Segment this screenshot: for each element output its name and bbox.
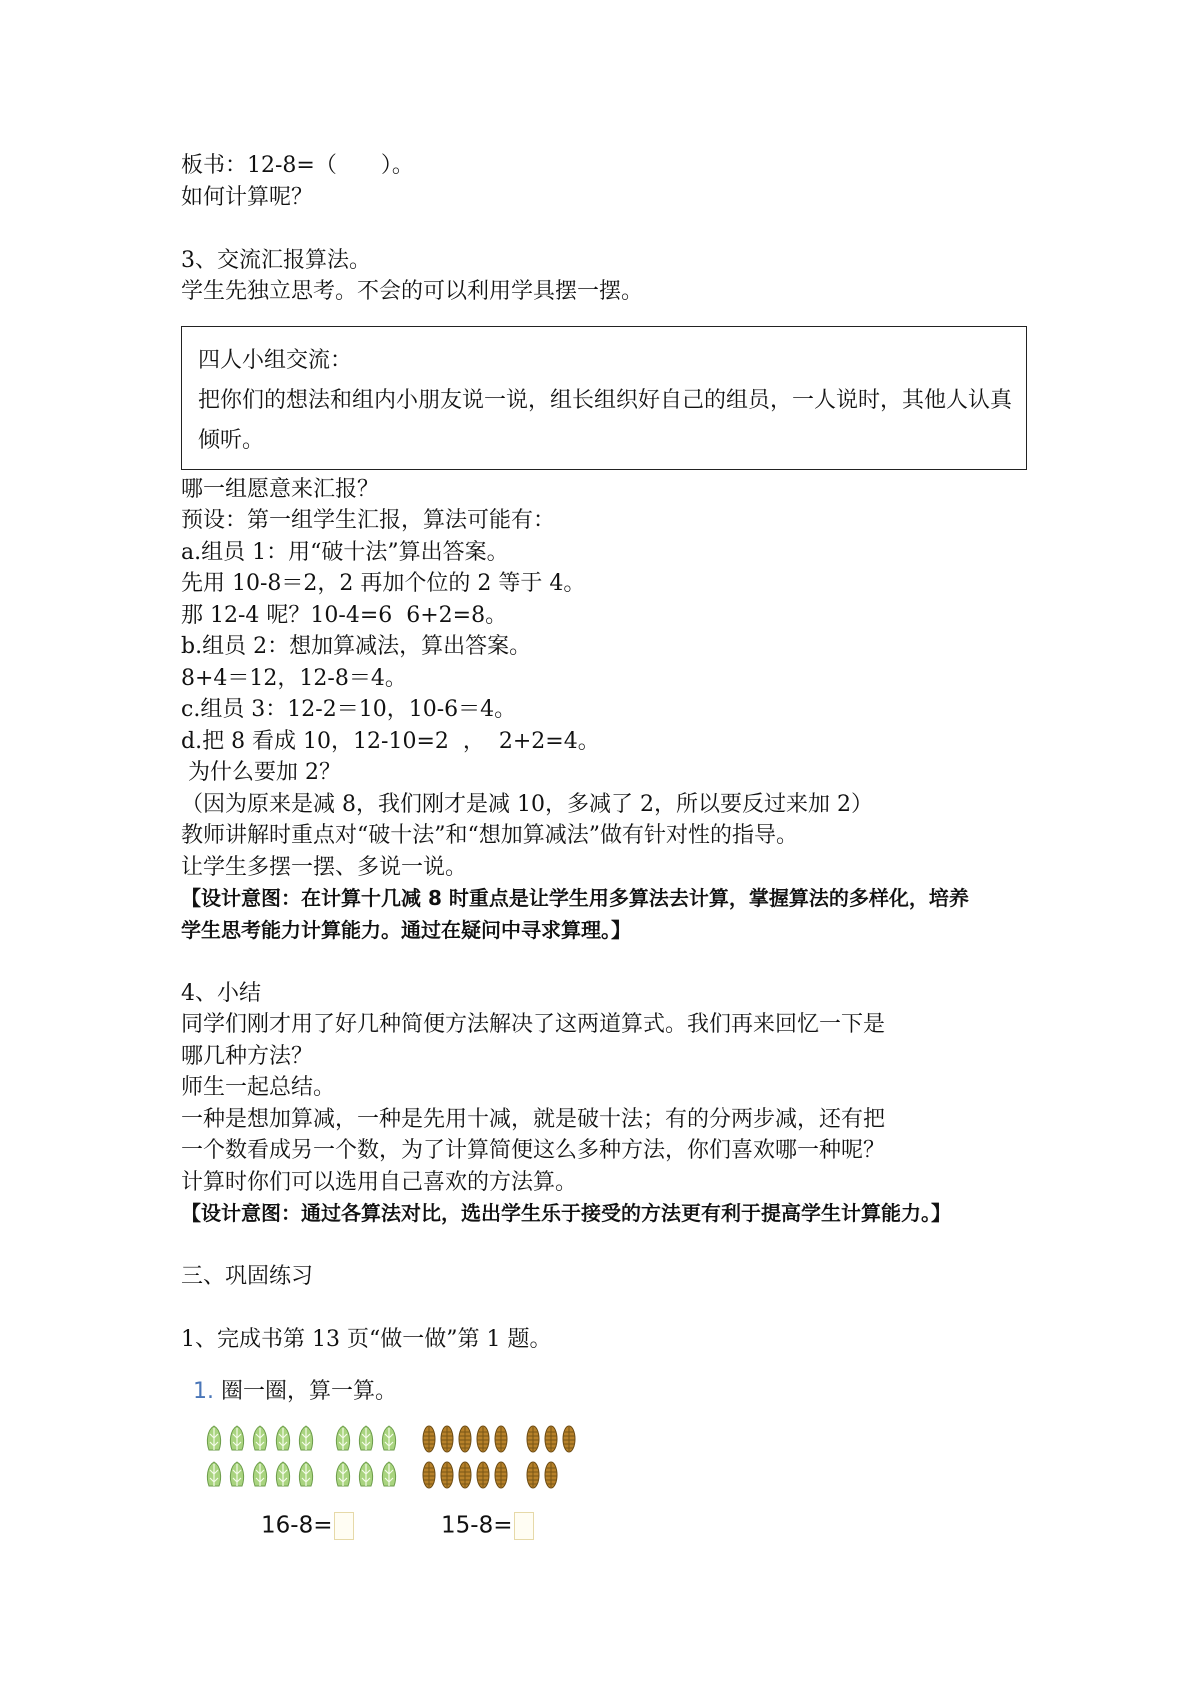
exercise-image (181, 1374, 1031, 1554)
corn-icon[interactable] (457, 1460, 475, 1490)
corn-icon[interactable] (543, 1460, 561, 1490)
corn-icon[interactable] (439, 1424, 457, 1454)
left-equation-text: 16-8= (261, 1512, 333, 1538)
report-line-10: 为什么要加 2？ (181, 760, 341, 785)
corn-icon[interactable] (493, 1424, 511, 1454)
board-line-3 (181, 213, 1031, 245)
summary-line-5: 师生一起总结。 (181, 1075, 336, 1100)
corn-icon[interactable] (421, 1460, 439, 1490)
cabbage-icon[interactable] (272, 1424, 295, 1454)
report-line-11: （因为原来是减 8，我们刚才是减 10，多减了 2，所以要反过来加 2） (181, 791, 873, 817)
corn-icon[interactable] (543, 1424, 561, 1454)
exercise-number: 1. (193, 1378, 214, 1404)
section-report (181, 474, 1031, 884)
corn-icon[interactable] (457, 1424, 475, 1454)
report-line-12: 教师讲解时重点对“破十法”和“想加算减法”做有针对性的指导。 (181, 823, 798, 848)
cabbage-icon[interactable] (203, 1460, 226, 1490)
cabbage-icon[interactable] (378, 1460, 401, 1490)
board-line-4: 3、交流汇报算法。 (181, 247, 371, 273)
cabbage-icon[interactable] (226, 1424, 249, 1454)
cabbage-icon[interactable] (249, 1460, 272, 1490)
summary-line-3: 同学们刚才用了好几种简便方法解决了这两道算式。我们再来回忆一下是 (181, 1012, 886, 1037)
right-equation-text: 15-8= (441, 1512, 513, 1538)
group-discussion-box (181, 326, 1027, 470)
summary-line-8: 计算时你们可以选用自己喜欢的方法算。 (181, 1169, 578, 1195)
section-summary (181, 946, 1031, 1198)
report-line-2: 预设：第一组学生汇报，算法可能有： (181, 508, 556, 533)
board-line-5: 学生先独立思考。不会的可以利用学具摆一摆。 (181, 279, 644, 304)
corn-icon[interactable] (439, 1460, 457, 1490)
summary-line-7: 一个数看成另一个数，为了计算简便这么多种方法，你们喜欢哪一种呢？ (181, 1138, 886, 1163)
box-title: 四人小组交流： (198, 347, 353, 373)
corn-group (421, 1424, 579, 1496)
board-line-1: 板书：12-8=（ ）。 (181, 153, 414, 178)
board-line-2: 如何计算呢？ (181, 184, 314, 210)
cabbage-icon[interactable] (332, 1424, 355, 1454)
right-answer-box[interactable] (514, 1512, 534, 1540)
cabbage-icon[interactable] (272, 1460, 295, 1490)
document-page (181, 150, 1031, 1554)
report-line-8: c.组员 3：12-2＝10，10-6＝4。 (181, 697, 517, 722)
corn-icon[interactable] (525, 1424, 543, 1454)
practice-line-2: 三、巩固练习 (181, 1264, 314, 1289)
cabbage-icon[interactable] (332, 1460, 355, 1490)
cabbage-icon[interactable] (295, 1424, 318, 1454)
report-line-7: 8+4＝12，12-8＝4。 (181, 665, 407, 691)
section-board (181, 150, 1031, 308)
cabbage-group (203, 1424, 401, 1496)
summary-line-6: 一种是想加算减，一种是先用十减，就是破十法；有的分两步减，还有把 (181, 1106, 886, 1132)
practice-line-1 (181, 1230, 1031, 1262)
left-answer-box[interactable] (334, 1512, 354, 1540)
report-line-3: a.组员 1：用“破十法”算出答案。 (181, 539, 509, 565)
cabbage-icon[interactable] (249, 1424, 272, 1454)
corn-icon[interactable] (561, 1424, 579, 1454)
cabbage-icon[interactable] (378, 1424, 401, 1454)
report-line-1: 哪一组愿意来汇报？ (181, 476, 380, 502)
summary-line-4: 哪几种方法？ (181, 1043, 314, 1069)
design-intent-1-line-1: 【设计意图：在计算十几减 8 时重点是让学生用多算法去计算，掌握算法的多样化，培养 (181, 886, 969, 910)
corn-icon[interactable] (475, 1424, 493, 1454)
report-line-13: 让学生多摆一摆、多说一说。 (181, 854, 468, 880)
design-intent-2: 【设计意图：通过各算法对比，选出学生乐于接受的方法更有利于提高学生计算能力。】 (181, 1201, 951, 1225)
design-intent-1-line-2: 学生思考能力计算能力。通过在疑问中寻求算理。】 (181, 917, 631, 942)
corn-icon[interactable] (525, 1460, 543, 1490)
cabbage-icon[interactable] (295, 1460, 318, 1490)
report-line-9: d.把 8 看成 10，12-10=2 ， 2+2=4。 (181, 728, 600, 754)
cabbage-icon[interactable] (355, 1460, 378, 1490)
corn-icon[interactable] (475, 1460, 493, 1490)
section-practice (181, 1230, 1031, 1356)
right-equation (441, 1512, 534, 1540)
cabbage-icon[interactable] (226, 1460, 249, 1490)
practice-line-3 (181, 1293, 1031, 1325)
report-line-4: 先用 10-8＝2，2 再加个位的 2 等于 4。 (181, 571, 586, 596)
report-line-6: b.组员 2：想加算减法，算出答案。 (181, 634, 532, 659)
cabbage-icon[interactable] (355, 1424, 378, 1454)
corn-icon[interactable] (493, 1460, 511, 1490)
summary-line-2: 4、小结 (181, 980, 261, 1006)
box-text: 把你们的想法和组内小朋友说一说，组长组织好自己的组员，一人说时，其他人认真倾听。 (198, 387, 1013, 453)
corn-icon[interactable] (421, 1424, 439, 1454)
exercise-title (193, 1374, 397, 1405)
cabbage-icon[interactable] (203, 1424, 226, 1454)
left-equation (261, 1512, 354, 1540)
report-line-5: 那 12-4 呢？10-4=6 6+2=8。 (181, 602, 508, 628)
design-intent-1 (181, 883, 1031, 946)
exercise-instruction: 圈一圈，算一算。 (221, 1378, 398, 1404)
summary-line-1 (181, 946, 1031, 978)
practice-line-4: 1、完成书第 13 页“做一做”第 1 题。 (181, 1327, 552, 1352)
